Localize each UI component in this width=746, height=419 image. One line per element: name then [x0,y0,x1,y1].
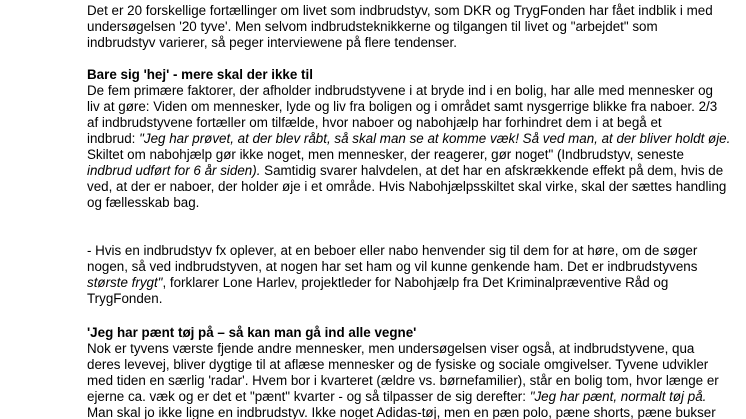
text-line: af indbrudstyvene fortæller om tilfælde, hvor naboer og nabohjælp har forhindret dem i at begå et [87,115,662,130]
quote-text: nogen, så ved indbrudstyven, at nogen har set ham og vil kunne genkende ham. Det er indbrudstyvens [87,259,698,274]
quote-text: - Hvis en indbrudstyv fx oplever, at en beboer eller nabo henvender sig til dem for at høre, om de søger [87,243,698,258]
text-line: deres levevej, bliver dygtige til at aflæse mennesker og de fysiske og sociale omgivelser. Tyvene udvikler [87,357,709,372]
text-line: med tiden en særlig 'radar'. Hvem bor i kvarteret (ældre vs. børnefamilier), står en bolig tom, hvor længe er [87,373,719,388]
text-line [87,163,727,179]
text-line: ved, at der er naboer, der holder øje i et område. Hvis Nabohjælpsskiltet skal virke, skal der sættes handling [87,179,727,194]
quote-text: "Jeg har pænt, normalt tøj på. [529,389,707,404]
text-run: , forklarer Lone Harlev, projektleder for Nabohjælp fra Det Kriminalpræventive Råd og [162,275,669,290]
quote-text: "Jeg har prøvet, at der blev råbt, så skal man se at komme væk! Så ved man, at der bliver holdt øje. [139,131,731,146]
text-run: indbrud: [87,131,140,146]
quote-text: Skiltet om nabohjælp gør ikke noget, men mennesker, der reagerer, gør noget" (Indbrudstyv, seneste [87,147,684,162]
text-line: De fem primære faktorer, der afholder indbrudstyvene i at bryde ind i en bolig, har alle med mennesker og [87,83,713,98]
section-heading: Bare sig 'hej' - mere skal der ikke til [87,67,313,82]
text-line: og fællesskab bag. [87,195,200,210]
text-line [87,131,731,147]
text-line: undersøgelsen '20 tyve'. Men selvom indbrudsteknikkerne og tilgangen til livet og "arbejdet" som [87,19,658,34]
text-line: indbrudstyv varierer, så peger interviewene på flere tendenser. [87,35,457,50]
section-heading: 'Jeg har pænt tøj på – så kan man gå ind alle vegne' [87,325,417,340]
quote-text: indbrud udført for 6 år siden). [87,163,261,178]
text-line: liv at gøre: Viden om mennesker, lyde og liv fra boligen og i området samt nysgerrige blikke fra naboer. 2/3 [87,99,718,114]
text-line: Det er 20 forskellige fortællinger om livet som indbrudstyv, som DKR og TrygFonden har fået indblik i med [87,3,713,18]
quote-text: største frygt" [87,275,163,290]
quote-paragraph [87,243,727,307]
section-1 [87,67,731,211]
text-line [87,275,727,291]
quote-text: Man skal jo ikke ligne en indbrudstyv. Ikke noget Adidas-tøj, men en pæn polo, pæne shorts, pæne bukser [87,405,716,419]
text-line: Nok er tyvens værste fjende andre mennesker, men undersøgelsen viser også, at indbrudstyvene, qua [87,341,695,356]
intro-paragraph [87,3,727,51]
text-line: TrygFonden. [87,291,163,306]
text-run: Samtidig svarer halvdelen, at det har en afskrækkende effekt på dem, hvis de [260,163,724,178]
text-run: ejerne ca. væk og er det et "pænt" kvarter - og så tilpasser de sig derefter: [87,389,530,404]
text-line [87,389,727,405]
section-2 [87,325,727,419]
